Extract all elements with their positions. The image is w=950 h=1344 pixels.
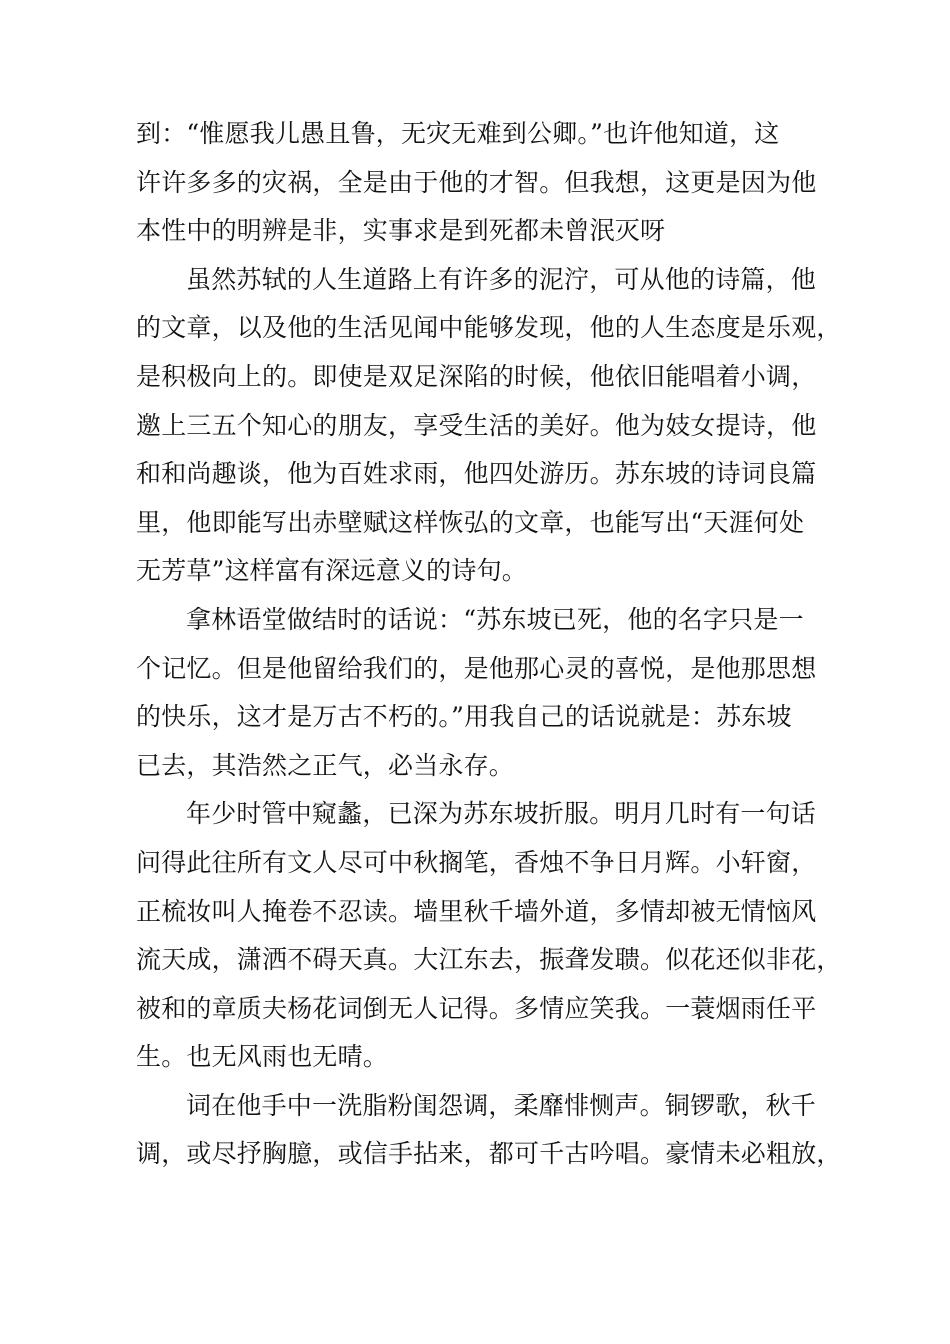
text-line-2: 许许多多的灾祸，全是由于他的才智。但我想，这更是因为他 — [136, 167, 817, 197]
text-line-4: 虽然苏轼的人生道路上有许多的泥泞，可从他的诗篇，他 — [186, 264, 817, 294]
text-line-22: 调，或尽抒胸臆，或信手拈来，都可千古吟唱。豪情未必粗放， — [136, 1139, 842, 1169]
text-line-7: 邀上三五个知心的朋友，享受生活的美好。他为妓女提诗，他 — [136, 410, 817, 440]
text-line-13: 的快乐，这才是万古不朽的。”用我自己的话说就是：苏东坡 — [136, 702, 792, 732]
text-line-14: 已去，其浩然之正气，必当永存。 — [136, 750, 515, 780]
text-line-20: 生。也无风雨也无晴。 — [136, 1042, 389, 1072]
text-line-9: 里，他即能写出赤壁赋这样恢弘的文章，也能写出“天涯何处 — [136, 507, 805, 537]
text-line-5: 的文章，以及他的生活见闻中能够发现，他的人生态度是乐观， — [136, 313, 842, 343]
text-line-19: 被和的章质夫杨花词倒无人记得。多情应笑我。一蓑烟雨任平 — [136, 993, 817, 1023]
text-line-10: 无芳草”这样富有深远意义的诗句。 — [136, 556, 527, 586]
text-line-11: 拿林语堂做结时的话说：“苏东坡已死，他的名字只是一 — [186, 604, 804, 634]
text-line-17: 正梳妆叫人掩卷不忍读。墙里秋千墙外道，多情却被无情恼风 — [136, 896, 817, 926]
text-line-6: 是积极向上的。即使是双足深陷的时候，他依旧能唱着小调， — [136, 361, 817, 391]
text-line-21: 词在他手中一洗脂粉闺怨调，柔靡悱恻声。铜锣歌，秋千 — [186, 1090, 817, 1120]
text-line-1: 到：“惟愿我儿愚且鲁，无灾无难到公卿。”也许他知道，这 — [136, 119, 780, 148]
document-body — [136, 110, 842, 1179]
text-line-15: 年少时管中窥蠡，已深为苏东坡折服。明月几时有一句话 — [186, 799, 817, 829]
text-line-16: 问得此往所有文人尽可中秋搁笔，香烛不争日月辉。小轩窗， — [136, 847, 817, 877]
text-line-12: 个记忆。但是他留给我们的，是他那心灵的喜悦，是他那思想 — [136, 653, 817, 683]
text-line-18: 流天成，潇洒不碍天真。大江东去，振聋发聩。似花还似非花， — [136, 945, 842, 975]
text-line-8: 和和尚趣谈，他为百姓求雨，他四处游历。苏东坡的诗词良篇 — [136, 459, 817, 489]
text-line-3: 本性中的明辨是非，实事求是到死都未曾泯灭呀 — [136, 216, 666, 246]
